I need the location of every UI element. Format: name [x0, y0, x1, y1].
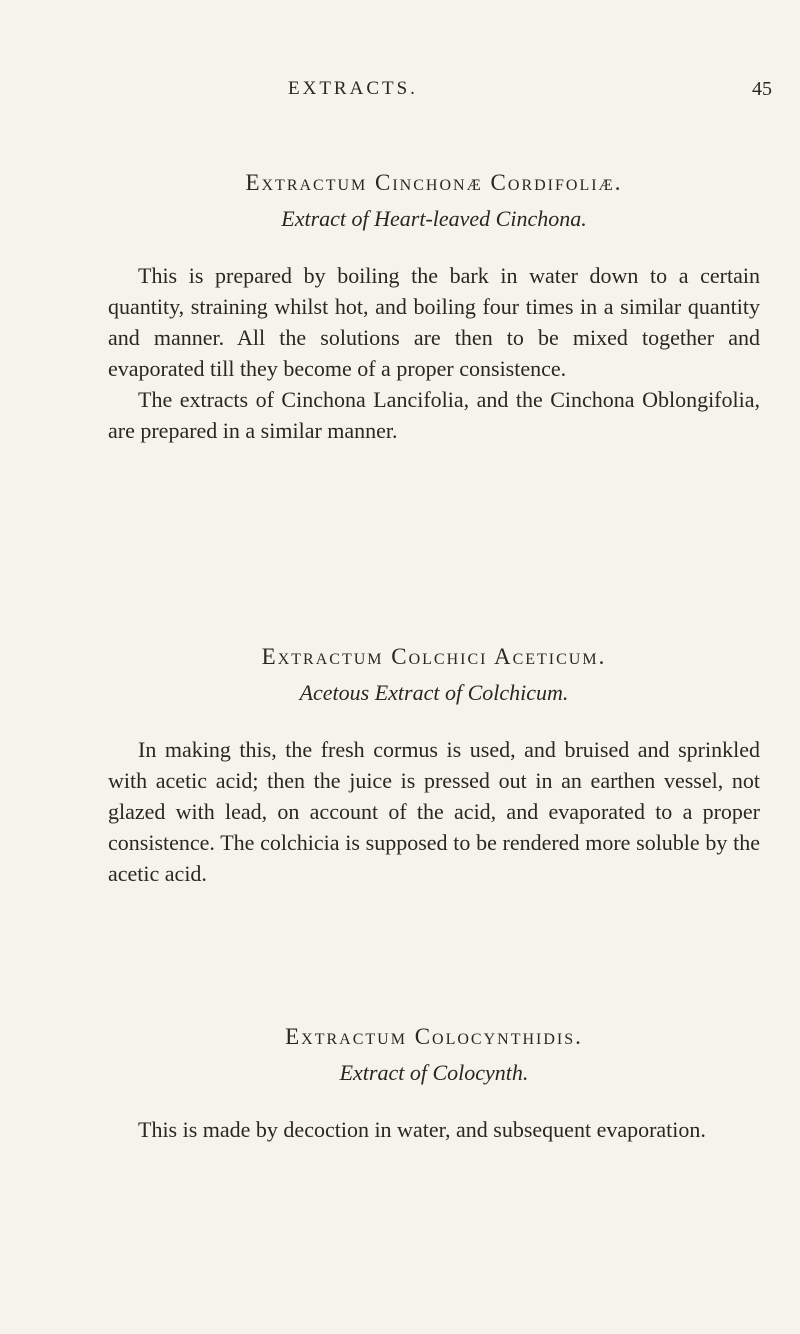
section-title: Extractum Cinchonæ Cordifoliæ. [245, 170, 623, 195]
section-colocynth [108, 1024, 760, 1145]
page-number: 45 [752, 78, 772, 100]
section-subtitle: Extract of Heart-leaved Cinchona. [281, 206, 587, 231]
section-title: Extractum Colocynthidis. [285, 1024, 583, 1049]
paragraph: This is prepared by boiling the bark in water down to a certain quantity, straining whilst hot, and boiling four times in a similar quantity and manner. All the solutions are then to be mixed together and evaporated till they become of a proper consistence. [108, 263, 760, 381]
section-subtitle: Extract of Colocynth. [339, 1060, 529, 1085]
section-colchicum [108, 644, 760, 889]
paragraph: This is made by decoction in water, and subsequent evaporation. [138, 1117, 706, 1142]
section-subtitle: Acetous Extract of Colchicum. [299, 680, 569, 705]
paragraph: The extracts of Cinchona Lancifolia, and the Cinchona Oblongifolia, are prepared in a similar manner. [108, 387, 760, 443]
paragraph: In making this, the fresh cormus is used, and bruised and sprinkled with acetic acid; then the juice is pressed out in an earthen vessel, not glazed with lead, on account of the acid, and evaporated to a proper consistence. The colchicia is supposed to be rendered more soluble by the acetic acid. [108, 737, 760, 886]
section-cinchona [108, 170, 760, 446]
section-title: Extractum Colchici Aceticum. [261, 644, 607, 669]
running-head [0, 78, 800, 108]
running-title: EXTRACTS. [288, 78, 418, 99]
